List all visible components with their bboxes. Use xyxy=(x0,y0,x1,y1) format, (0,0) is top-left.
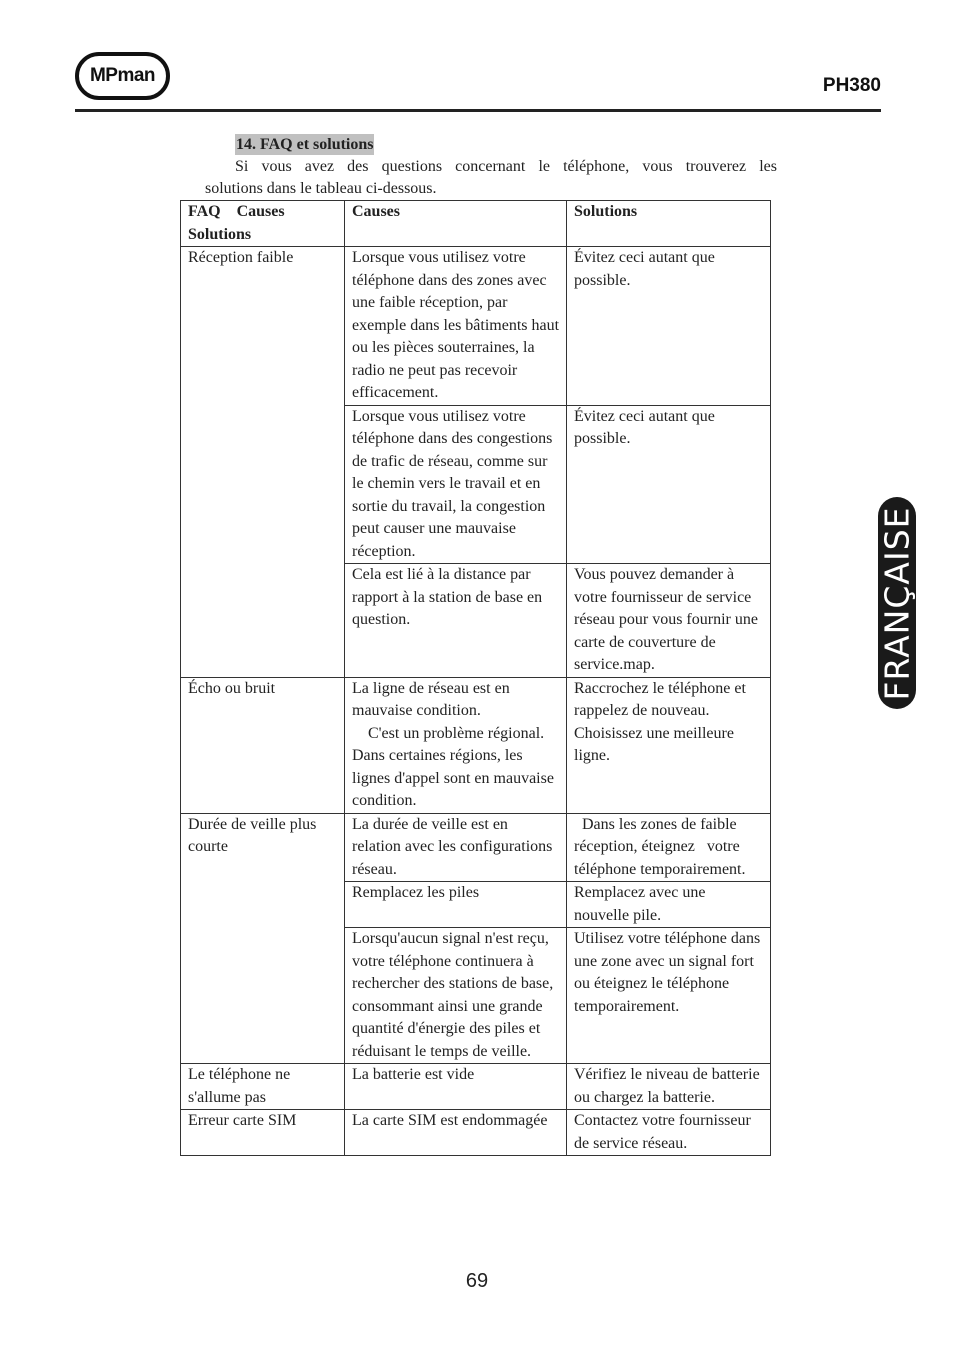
solution-cell: Évitez ceci autant que possible. xyxy=(567,247,771,406)
solution-cell: Vérifiez le niveau de batterie ou chargez la batterie. xyxy=(567,1064,771,1110)
faq-table-body xyxy=(181,247,771,1156)
table-row xyxy=(181,677,771,813)
solution-cell: Dans les zones de faible réception, éteignez votre téléphone temporairement. xyxy=(567,813,771,882)
table-header-solutions: Solutions xyxy=(567,201,771,247)
table-row xyxy=(181,1064,771,1110)
cause-cell: La ligne de réseau est en mauvaise condition. C'est un problème régional. Dans certaines régions, les lignes d'appel sont en mauvaise condition. xyxy=(345,677,567,813)
table-row xyxy=(181,247,771,406)
table-header-faq: FAQ Causes Solutions xyxy=(181,201,345,247)
cause-cell: Lorsque vous utilisez votre téléphone dans des congestions de trafic de réseau, comme sur le chemin vers le travail et en sortie du travail, la congestion peut causer une mauvaise réception. xyxy=(345,405,567,564)
faq-problem-cell: Durée de veille plus courte xyxy=(181,813,345,1064)
mpman-logo xyxy=(75,52,170,100)
cause-cell: La carte SIM est endommagée xyxy=(345,1110,567,1156)
faq-problem-cell: Réception faible xyxy=(181,247,345,678)
table-row xyxy=(181,813,771,882)
cause-cell: La batterie est vide xyxy=(345,1064,567,1110)
model-name: PH380 xyxy=(822,75,881,96)
intro-text-line-2: solutions dans le tableau ci-dessous. xyxy=(205,180,437,197)
intro-text-line-1: Si vous avez des questions concernant le téléphone, vous trouverez les xyxy=(235,158,777,175)
solution-cell: Remplacez avec une nouvelle pile. xyxy=(567,882,771,928)
solution-cell: Vous pouvez demander à votre fournisseur de service réseau pour vous fournir une carte de couverture de service.map. xyxy=(567,564,771,678)
faq-problem-cell: Le téléphone ne s'allume pas xyxy=(181,1064,345,1110)
cause-cell: Cela est lié à la distance par rapport à la station de base en question. xyxy=(345,564,567,678)
section-title: 14. FAQ et solutions xyxy=(236,136,374,153)
solution-cell: Raccrochez le téléphone et rappelez de nouveau. Choisissez une meilleure ligne. xyxy=(567,677,771,813)
cause-cell: Lorsque vous utilisez votre téléphone dans des zones avec une faible réception, par exemple dans les bâtiments haut ou les pièces souterraines, la radio ne peut pas recevoir efficacement. xyxy=(345,247,567,406)
table-header-causes: Causes xyxy=(345,201,567,247)
cause-cell: Remplacez les piles xyxy=(345,882,567,928)
page-number: 69 xyxy=(465,1270,489,1292)
language-tab xyxy=(878,497,916,709)
cause-cell: La durée de veille est en relation avec les configurations réseau. xyxy=(345,813,567,882)
table-header-row xyxy=(181,201,771,247)
language-tab-label: FRANÇAISE xyxy=(877,506,917,700)
faq-problem-cell: Erreur carte SIM xyxy=(181,1110,345,1156)
solution-cell: Contactez votre fournisseur de service réseau. xyxy=(567,1110,771,1156)
solution-cell: Utilisez votre téléphone dans une zone avec un signal fort ou éteignez le téléphone temporairement. xyxy=(567,928,771,1064)
table-row xyxy=(181,1110,771,1156)
cause-cell: Lorsqu'aucun signal n'est reçu, votre téléphone continuera à rechercher des stations de base, consommant ainsi une grande quantité d'énergie des piles et réduisant le temps de veille. xyxy=(345,928,567,1064)
header-divider xyxy=(75,109,881,112)
logo-text: MPman xyxy=(89,65,156,86)
solution-cell: Évitez ceci autant que possible. xyxy=(567,405,771,564)
faq-table xyxy=(180,200,771,1156)
faq-problem-cell: Écho ou bruit xyxy=(181,677,345,813)
